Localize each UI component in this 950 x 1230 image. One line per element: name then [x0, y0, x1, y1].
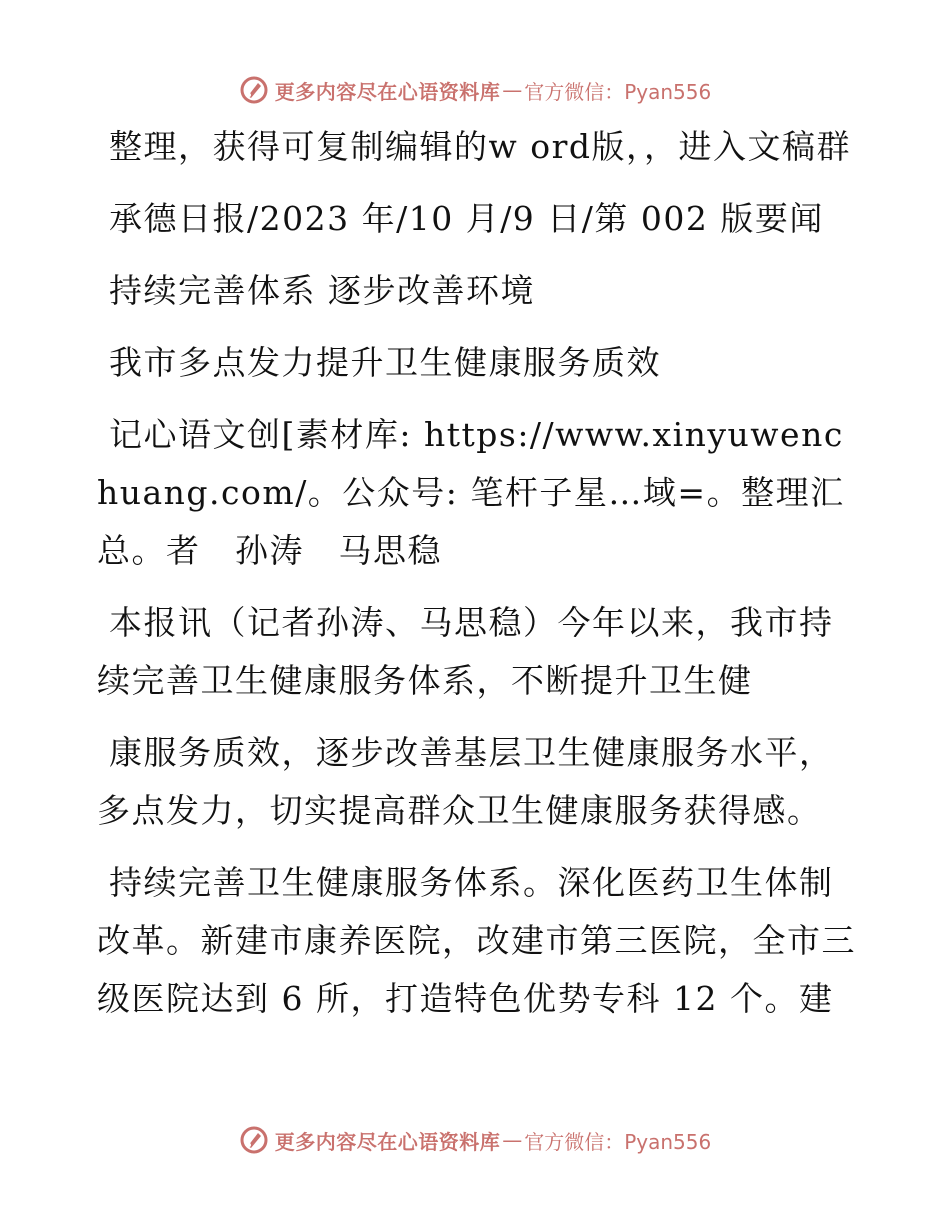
watermark-separator: — [502, 1128, 523, 1152]
body-paragraph: 持续完善卫生健康服务体系。深化医药卫生体制改革。新建市康养医院，改建市第三医院，全市三级医院达到 6 所，打造特色优势专科 12 个。建 [97, 863, 856, 1018]
article-title: 我市多点发力提升卫生健康服务质效 [109, 343, 661, 382]
pen-seal-icon [239, 75, 269, 105]
watermark-contact-text: 官方微信：Pyan556 [524, 1129, 712, 1154]
byline-paragraph: 记心语文创[素材库: https://www.xinyuwenchuang.com/。公众号: 笔杆子星…域=。整理汇总。者 孙涛 马思稳 [97, 415, 845, 570]
watermark-separator: — [502, 78, 523, 102]
header-watermark [0, 70, 950, 110]
document-body [97, 118, 857, 1042]
body-paragraph: 康服务质效，逐步改善基层卫生健康服务水平，多点发力，切实提高群众卫生健康服务获得感。 [97, 733, 834, 830]
article-subtitle: 持续完善体系 逐步改善环境 [109, 271, 535, 310]
pen-seal-icon [239, 1125, 269, 1155]
source-line: 承德日报/2023 年/10 月/9 日/第 002 版要闻 [109, 199, 824, 238]
watermark-contact-text: 官方微信：Pyan556 [524, 79, 712, 104]
watermark-site-text: 更多内容尽在心语资料库 [274, 1129, 501, 1154]
intro-line: 整理，获得可复制编辑的w ord版，，进入文稿群 [109, 127, 852, 166]
footer-watermark [0, 1120, 950, 1160]
body-paragraph: 本报讯（记者孙涛、马思稳）今年以来，我市持续完善卫生健康服务体系，不断提升卫生健 [97, 603, 834, 700]
watermark-site-text: 更多内容尽在心语资料库 [274, 79, 501, 104]
